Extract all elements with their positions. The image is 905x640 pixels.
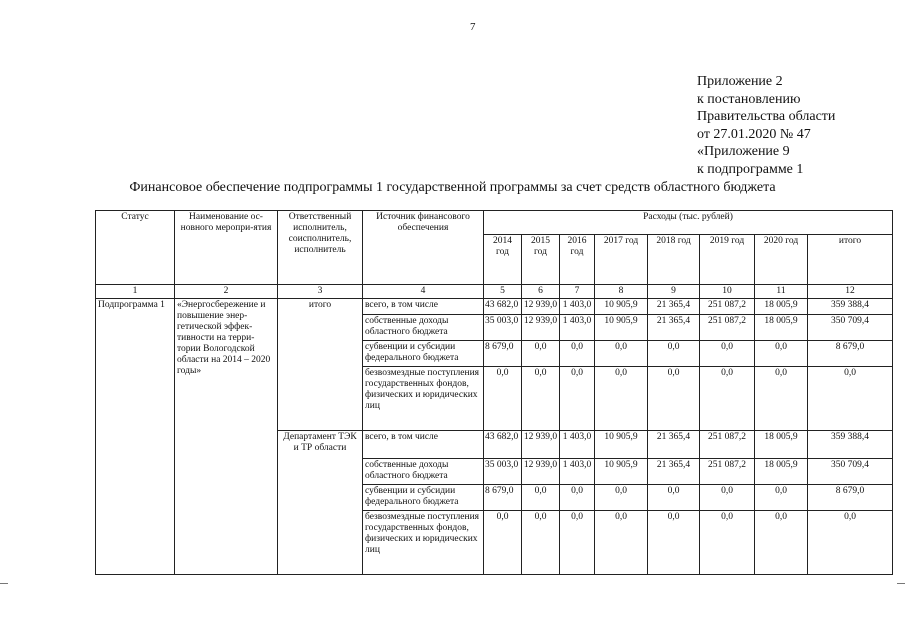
value-cell: 12 939,0 xyxy=(522,299,560,315)
value-cell: 12 939,0 xyxy=(522,431,560,459)
value-cell: 251 087,2 xyxy=(700,299,755,315)
value-cell: 350 709,4 xyxy=(808,315,893,341)
appendix-line: от 27.01.2020 № 47 xyxy=(697,126,811,142)
value-cell: 0,0 xyxy=(755,341,808,367)
scan-mark xyxy=(0,583,8,584)
value-cell: 21 365,4 xyxy=(648,459,700,485)
value-cell: 0,0 xyxy=(700,341,755,367)
value-cell: 350 709,4 xyxy=(808,459,893,485)
value-cell: 0,0 xyxy=(522,367,560,431)
appendix-block xyxy=(697,73,835,179)
header-year: 2020 год xyxy=(755,235,808,285)
value-cell: 43 682,0 xyxy=(484,299,522,315)
value-cell: 0,0 xyxy=(595,341,648,367)
header-year: 2015 год xyxy=(522,235,560,285)
executor-cell: итого xyxy=(278,299,363,431)
value-cell: 0,0 xyxy=(484,511,522,575)
header-year: 2018 год xyxy=(648,235,700,285)
value-cell: 0,0 xyxy=(595,485,648,511)
value-cell: 0,0 xyxy=(755,485,808,511)
header-total: итого xyxy=(808,235,893,285)
appendix-line: Приложение 2 xyxy=(697,74,783,89)
value-cell: 0,0 xyxy=(755,511,808,575)
column-number: 10 xyxy=(700,285,755,299)
value-cell: 359 388,4 xyxy=(808,431,893,459)
appendix-line: к подпрограмме 1 xyxy=(697,161,804,177)
header-year: 2019 год xyxy=(700,235,755,285)
source-cell: собственные доходы областного бюджета xyxy=(363,459,484,485)
value-cell: 21 365,4 xyxy=(648,299,700,315)
value-cell: 18 005,9 xyxy=(755,459,808,485)
appendix-line: Правительства области xyxy=(697,109,836,125)
value-cell: 0,0 xyxy=(808,511,893,575)
column-number: 3 xyxy=(278,285,363,299)
value-cell: 1 403,0 xyxy=(560,431,595,459)
source-cell: субвенции и субсидии федерального бюджета xyxy=(363,485,484,511)
value-cell: 0,0 xyxy=(522,511,560,575)
header-year: 2017 год xyxy=(595,235,648,285)
value-cell: 0,0 xyxy=(648,511,700,575)
value-cell: 251 087,2 xyxy=(700,315,755,341)
value-cell: 0,0 xyxy=(595,367,648,431)
value-cell: 251 087,2 xyxy=(700,459,755,485)
value-cell: 0,0 xyxy=(595,511,648,575)
value-cell: 1 403,0 xyxy=(560,315,595,341)
value-cell: 0,0 xyxy=(560,511,595,575)
appendix-line: «Приложение 9 xyxy=(697,144,790,160)
value-cell: 0,0 xyxy=(700,367,755,431)
value-cell: 251 087,2 xyxy=(700,431,755,459)
source-cell: собственные доходы областного бюджета xyxy=(363,315,484,341)
value-cell: 0,0 xyxy=(700,485,755,511)
header-executor: Ответственный исполнитель, соисполнитель, исполнитель xyxy=(278,211,363,285)
value-cell: 10 905,9 xyxy=(595,459,648,485)
measure-cell: «Энергосбережение и повышение энер-гетической эффек-тивности на терри-тории Вологодской области на 2014 – 2020 годы» xyxy=(175,299,278,575)
value-cell: 359 388,4 xyxy=(808,299,893,315)
source-cell: безвозмездные поступления государственных фондов, физических и юридических лиц xyxy=(363,511,484,575)
value-cell: 43 682,0 xyxy=(484,431,522,459)
value-cell: 0,0 xyxy=(648,367,700,431)
header-measure: Наименование ос-новного меропри-ятия xyxy=(175,211,278,285)
value-cell: 0,0 xyxy=(648,485,700,511)
value-cell: 0,0 xyxy=(700,511,755,575)
value-cell: 12 939,0 xyxy=(522,315,560,341)
value-cell: 0,0 xyxy=(560,485,595,511)
column-number: 5 xyxy=(484,285,522,299)
value-cell: 0,0 xyxy=(808,367,893,431)
value-cell: 0,0 xyxy=(522,341,560,367)
value-cell: 18 005,9 xyxy=(755,315,808,341)
value-cell: 10 905,9 xyxy=(595,431,648,459)
value-cell: 12 939,0 xyxy=(522,459,560,485)
header-year: 2016 год xyxy=(560,235,595,285)
source-cell: безвозмездные поступления государственных фондов, физических и юридических лиц xyxy=(363,367,484,431)
value-cell: 21 365,4 xyxy=(648,315,700,341)
value-cell: 10 905,9 xyxy=(595,315,648,341)
value-cell: 10 905,9 xyxy=(595,299,648,315)
source-cell: всего, в том числе xyxy=(363,299,484,315)
document-title: Финансовое обеспечение подпрограммы 1 государственной программы за счет средств областного бюджета xyxy=(129,180,776,195)
column-number: 2 xyxy=(175,285,278,299)
value-cell: 8 679,0 xyxy=(484,485,522,511)
column-number: 1 xyxy=(96,285,175,299)
column-number: 12 xyxy=(808,285,893,299)
financing-table xyxy=(95,210,893,575)
value-cell: 18 005,9 xyxy=(755,431,808,459)
header-year: 2014 год xyxy=(484,235,522,285)
header-source: Источник финансового обеспечения xyxy=(363,211,484,285)
value-cell: 0,0 xyxy=(755,367,808,431)
source-cell: субвенции и субсидии федерального бюджета xyxy=(363,341,484,367)
value-cell: 8 679,0 xyxy=(484,341,522,367)
column-number: 11 xyxy=(755,285,808,299)
column-number: 6 xyxy=(522,285,560,299)
source-cell: всего, в том числе xyxy=(363,431,484,459)
column-number: 7 xyxy=(560,285,595,299)
value-cell: 35 003,0 xyxy=(484,315,522,341)
value-cell: 1 403,0 xyxy=(560,299,595,315)
value-cell: 0,0 xyxy=(484,367,522,431)
column-number: 8 xyxy=(595,285,648,299)
value-cell: 1 403,0 xyxy=(560,459,595,485)
column-number: 4 xyxy=(363,285,484,299)
page-number: 7 xyxy=(470,21,476,33)
value-cell: 35 003,0 xyxy=(484,459,522,485)
value-cell: 0,0 xyxy=(560,341,595,367)
value-cell: 8 679,0 xyxy=(808,485,893,511)
status-cell: Подпрограмма 1 xyxy=(96,299,175,575)
value-cell: 0,0 xyxy=(522,485,560,511)
scan-mark xyxy=(897,583,905,584)
value-cell: 18 005,9 xyxy=(755,299,808,315)
header-expenses: Расходы (тыс. рублей) xyxy=(484,211,893,235)
appendix-line: к постановлению xyxy=(697,91,801,107)
value-cell: 0,0 xyxy=(648,341,700,367)
executor-cell: Департамент ТЭК и ТР области xyxy=(278,431,363,575)
value-cell: 8 679,0 xyxy=(808,341,893,367)
column-number: 9 xyxy=(648,285,700,299)
value-cell: 0,0 xyxy=(560,367,595,431)
header-status: Статус xyxy=(96,211,175,285)
value-cell: 21 365,4 xyxy=(648,431,700,459)
